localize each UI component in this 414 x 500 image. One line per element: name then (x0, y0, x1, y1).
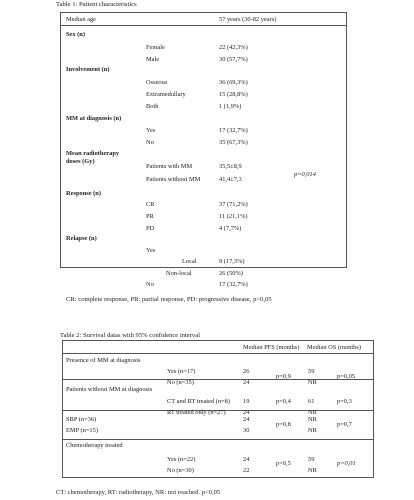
header-median-pfs: Median PFS (months) (243, 344, 300, 351)
emp-os: NR (308, 427, 317, 434)
mm-diagnosis-no-value: 35 (67,3%) (219, 139, 248, 146)
table2-group-divider-3 (62, 439, 374, 440)
emp-label: EMP (n=15) (66, 427, 98, 434)
response-pr-value: 11 (21,1%) (219, 213, 248, 220)
relapse-yes-label: Yes (146, 247, 156, 254)
mm-presence-yes-label: Yes (n=17) (167, 368, 196, 375)
without-mm-p-os: p=0,3 (337, 398, 352, 405)
involvement-osseous-label: Osseous (146, 79, 168, 86)
chemo-no-label: No (n=30) (167, 467, 194, 474)
involvement-both-value: 1 (1,9%) (219, 103, 242, 110)
involvement-osseous-value: 36 (69,3%) (219, 79, 248, 86)
chemo-yes-pfs: 24 (243, 456, 250, 463)
table2-caption: Table 2: Survival datas with 95% confidence interval (60, 332, 200, 339)
relapse-no-value: 17 (32,7%) (219, 281, 248, 288)
median-age-label: Median age (66, 16, 96, 23)
chemo-yes-os: 59 (308, 456, 315, 463)
radiotherapy-without-mm-value: 41,4±7,3 (219, 176, 242, 183)
sbp-emp-p-os: p=0,7 (337, 421, 352, 428)
without-mm-ct-rt-os: 61 (308, 398, 315, 405)
radiotherapy-p-value: p=0,014 (294, 171, 316, 178)
chemo-yes-label: Yes (n=22) (167, 456, 196, 463)
relapse-no-label: No (146, 281, 154, 288)
mm-diagnosis-yes-value: 17 (32,7%) (219, 127, 248, 134)
mm-presence-no-label: No (n=35) (167, 379, 194, 386)
relapse-local-label: Local (182, 258, 197, 265)
mm-presence-label: Presence of MM at diagnosis (66, 357, 141, 364)
table1-header-divider (60, 25, 347, 26)
chemo-no-os: NR (308, 467, 317, 474)
involvement-both-label: Both (146, 103, 159, 110)
sbp-os: NR (308, 416, 317, 423)
radiotherapy-with-mm-value: 35,5±8,9 (219, 163, 242, 170)
response-cr-label: CR (146, 201, 155, 208)
sex-male-label: Male (146, 56, 160, 63)
relapse-local-value: 9 (17,3%) (219, 258, 245, 265)
response-pr-label: PR (146, 213, 154, 220)
mm-presence-p-os: p=0,05 (337, 373, 355, 380)
chemo-p-pfs: p=0,5 (276, 460, 291, 467)
chemo-p-os: p=0,01 (337, 460, 356, 467)
table2-footnote: CT: chemotherapy, RT: radiotherapy, NR: not reached. p<0,05 (56, 489, 221, 496)
involvement-label: Involvement (n) (66, 66, 110, 73)
radiotherapy-label-line2: doses (Gy) (66, 158, 95, 165)
response-label: Response (n) (66, 190, 101, 197)
table1-frame (60, 12, 347, 268)
mm-diagnosis-no-label: No (146, 139, 154, 146)
table1-footnote: CR: complete response, PR: partial response, PD: progressive disease, p<0,05 (66, 296, 272, 303)
mm-diagnosis-label: MM at diagnosis (n) (66, 115, 122, 122)
table1-caption: Table 1: Patient characteristics (56, 1, 137, 8)
radiotherapy-label-line1: Mean radiotherapy (66, 150, 120, 157)
emp-pfs: 30 (243, 427, 250, 434)
involvement-extramedullary-label: Extramedullary (146, 91, 186, 98)
involvement-extramedullary-value: 15 (28,8%) (219, 91, 248, 98)
without-mm-p-pfs: p=0,4 (276, 398, 291, 405)
relapse-nonlocal-value: 26 (50%) (219, 270, 243, 277)
sex-female-value: 22 (42,3%) (219, 44, 248, 51)
radiotherapy-without-mm-label: Patients without MM (146, 176, 201, 183)
mm-presence-no-pfs: 24 (243, 379, 250, 386)
sex-male-value: 30 (57,7%) (219, 56, 248, 63)
mm-diagnosis-yes-label: Yes (146, 127, 156, 134)
median-age-value: 57 years (30-82 years) (219, 16, 277, 23)
sex-label: Sex (n) (66, 31, 85, 38)
relapse-nonlocal-label: Non-local (166, 270, 192, 277)
without-mm-ct-rt-label: CT and RT treated (n=8) (167, 398, 230, 405)
mm-presence-no-os: NR (308, 379, 317, 386)
response-pd-label: PD (146, 225, 155, 232)
chemo-no-pfs: 22 (243, 467, 250, 474)
sbp-pfs: 24 (243, 416, 250, 423)
radiotherapy-with-mm-label: Patients with MM (146, 163, 193, 170)
without-mm-rt-only-pfs: 24 (243, 409, 250, 416)
without-mm-ct-rt-pfs: 19 (243, 398, 250, 405)
sbp-emp-p-pfs: p=0,8 (276, 421, 291, 428)
mm-presence-p-pfs: p=0,9 (276, 373, 291, 380)
table2-header-divider (62, 353, 374, 354)
response-cr-value: 37 (71,2%) (219, 201, 248, 208)
without-mm-label: Patients without MM at diagnosis (66, 386, 153, 393)
relapse-label: Relapse (n) (66, 235, 97, 242)
sbp-label: SBP (n=36) (66, 416, 97, 423)
without-mm-rt-only-label: RT treated only (n=27) (167, 409, 226, 416)
response-pd-value: 4 (7,7%) (219, 225, 242, 232)
sex-female-label: Female (146, 44, 165, 51)
header-median-os: Median OS (months) (307, 344, 361, 351)
mm-presence-yes-pfs: 26 (243, 368, 250, 375)
chemo-label: Chemotherapy treated (66, 442, 123, 449)
without-mm-rt-only-os: NR (308, 409, 317, 416)
mm-presence-yes-os: 59 (308, 368, 315, 375)
table2-group-divider-1 (62, 379, 374, 380)
